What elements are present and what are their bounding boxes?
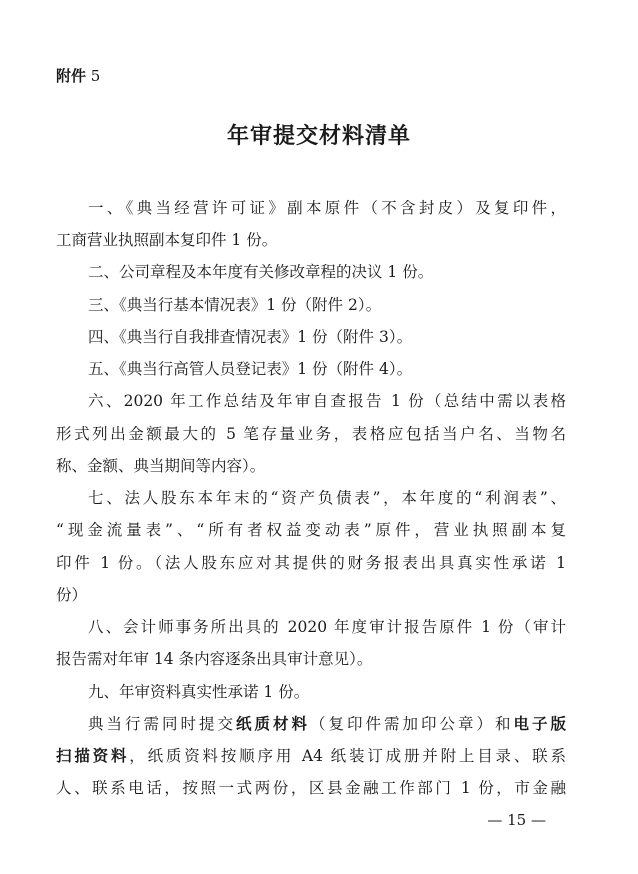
list-item-6-line-1: 六、2020 年工作总结及年审自查报告 1 份（总结中需以表格 (88, 392, 566, 410)
list-item-6-line-3: 称、金额、典当期间等内容）。 (56, 457, 266, 475)
list-item-7-line-2: “现金流量表”、“所有者权益变动表”原件，营业执照副本复 (56, 521, 566, 539)
attachment-number: 5 (90, 67, 101, 85)
closing-text: ，纸质资料按顺序用 A4 纸装订成册并附上目录、联系 (129, 747, 566, 765)
list-item-5: 五、《典当行高管人员登记表》1 份（附件 4）。 (88, 360, 413, 378)
closing-text: 典当行需同时提交 (88, 715, 236, 733)
list-item-1-line-1: 一、《典当经营许可证》副本原件（不含封皮）及复印件， (88, 199, 566, 217)
list-item-7-line-1: 七、法人股东本年末的“资产负债表”，本年度的“利润表”、 (88, 489, 566, 507)
page-title: 年审提交材料清单 (226, 124, 411, 149)
list-item-6-line-2: 形式列出金额最大的 5 笔存量业务，表格应包括当户名、当物名 (56, 425, 566, 443)
closing-text: （复印件需加印公章）和 (309, 715, 514, 733)
closing-paragraph-line-2 (56, 745, 566, 767)
list-item-7-line-4: 份） (56, 586, 88, 604)
list-item-2: 二、公司章程及本年度有关修改章程的决议 1 份。 (88, 263, 434, 281)
list-item-9: 九、年审资料真实性承诺 1 份。 (88, 683, 310, 701)
list-item-8-line-2: 报告需对年审 14 条内容逐条出具审计意见）。 (56, 650, 373, 668)
paper-materials-emphasis: 纸质材料 (235, 715, 310, 733)
electronic-version-emphasis: 电子版 (513, 715, 566, 733)
list-item-3: 三、《典当行基本情况表》1 份（附件 2）。 (88, 296, 382, 314)
scanned-materials-emphasis: 扫描资料 (56, 747, 130, 765)
attachment-label (56, 66, 100, 86)
list-item-7-line-3: 印件 1 份。（法人股东应对其提供的财务报表出具真实性承诺 1 (56, 554, 566, 572)
list-item-4: 四、《典当行自我排查情况表》1 份（附件 3）。 (88, 328, 413, 346)
page-number: — 15 — (487, 811, 546, 829)
attachment-label-text: 附件 (56, 67, 87, 85)
list-item-1-line-2: 工商营业执照副本复印件 1 份。 (56, 231, 278, 249)
list-item-8-line-1: 八、会计师事务所出具的 2020 年度审计报告原件 1 份（审计 (88, 618, 566, 636)
closing-paragraph-line-3: 人、联系电话，按照一式两份，区县金融工作部门 1 份，市金融 (56, 779, 566, 797)
closing-paragraph-line-1 (88, 713, 566, 735)
